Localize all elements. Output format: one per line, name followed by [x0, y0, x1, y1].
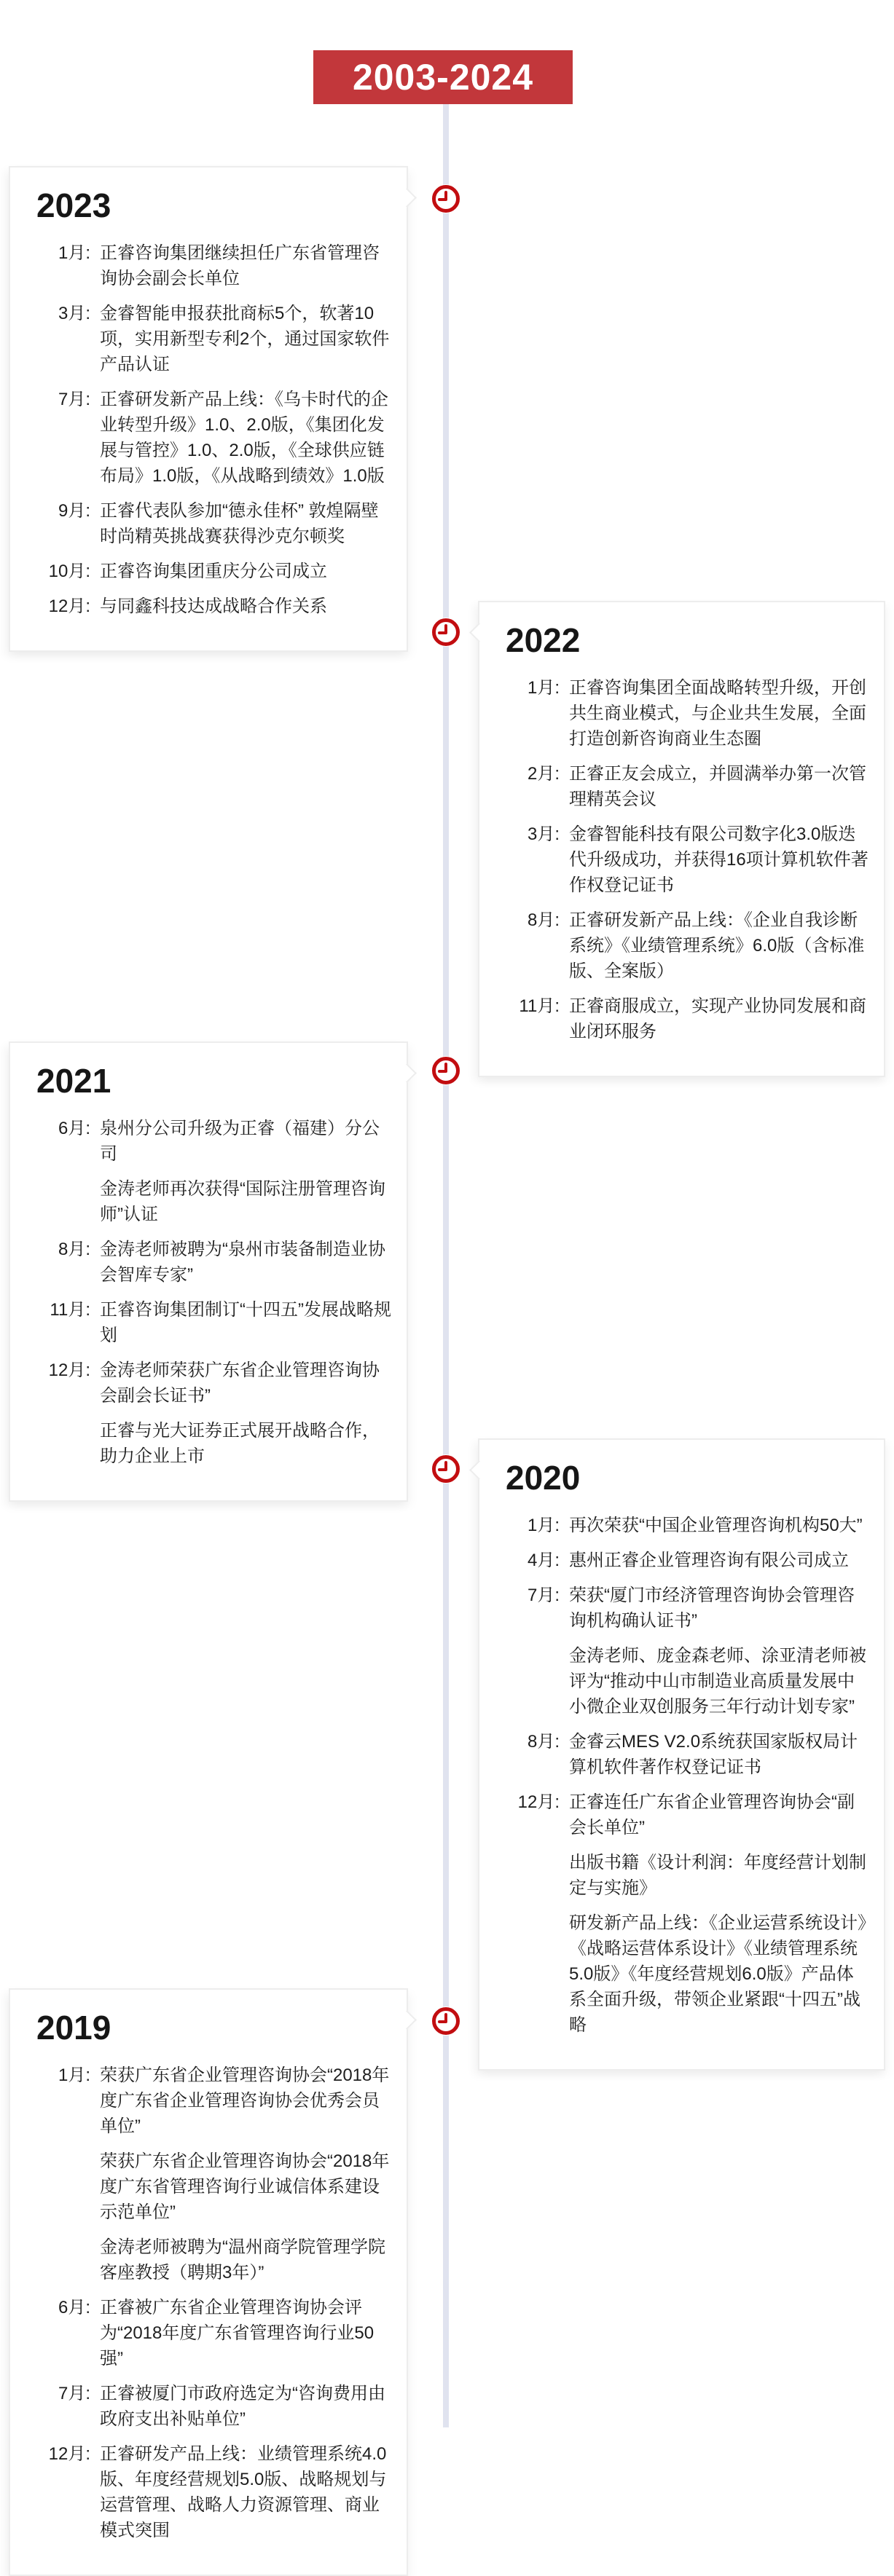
- timeline-item: [26, 2063, 392, 2139]
- item-text: 正睿咨询集团继续担任广东省管理咨询协会副会长单位: [100, 243, 380, 289]
- item-text: 出版书籍《设计利润：年度经营计划制定与实施》: [569, 1853, 866, 1899]
- timeline-item: [26, 559, 392, 584]
- month-label: 12月:: [517, 1792, 560, 1813]
- item-text: 正睿咨询集团全面战略转型升级，开创共生商业模式，与企业共生发展，全面打造创新咨询商业生态圈: [569, 678, 866, 749]
- item-text: 正睿研发新产品上线：《乌卡时代的企业转型升级》1.0、2.0版，《集团化发展与管控》1.0、2.0版，《全球供应链布局》1.0版，《从战略到绩效》1.0版: [100, 390, 388, 487]
- item-text: 荣获广东省企业管理咨询协会“2018年度广东省管理咨询行业诚信体系建设示范单位”: [100, 2151, 390, 2223]
- timeline-item: [26, 2295, 392, 2371]
- item-text: 再次荣获“中国企业管理咨询机构50大”: [569, 1516, 863, 1536]
- month-label: 1月:: [58, 243, 90, 264]
- year-heading: 2022: [506, 621, 581, 659]
- month-label: 7月:: [58, 2384, 90, 2404]
- clock-icon: [431, 2006, 460, 2036]
- card-pointer: [469, 1460, 489, 1480]
- month-label: 1月:: [58, 2065, 90, 2086]
- card-pointer: [469, 623, 489, 642]
- month-label: 6月:: [58, 1119, 90, 1139]
- timeline-line: [443, 104, 449, 2427]
- item-text: 研发新产品上线：《企业运营系统设计》《战略运营体系设计》《业绩管理系统5.0版》《年度经营规划6.0版》产品体系全面升级，带领企业紧跟“十四五”战略: [569, 1913, 866, 2036]
- year-heading: 2021: [36, 1062, 111, 1100]
- month-label: 12月:: [48, 596, 90, 617]
- item-text: 金睿智能申报获批商标5个，软著10项，实用新型专利2个，通过国家软件产品认证: [100, 304, 390, 375]
- timeline-range-badge: 2003-2024: [313, 50, 573, 104]
- month-label: 1月:: [527, 1516, 560, 1536]
- month-label: 11月:: [519, 996, 560, 1017]
- year-heading: 2020: [506, 1459, 581, 1497]
- month-label: 1月:: [527, 678, 560, 698]
- item-text: 金涛老师被聘为“温州商学院管理学院客座教授（聘期3年）”: [100, 2237, 385, 2283]
- item-text: 与同鑫科技达成战略合作关系: [100, 596, 327, 617]
- timeline-item: [495, 1548, 869, 1573]
- year-card-2022: [478, 601, 885, 1077]
- timeline-item: [495, 822, 869, 898]
- month-label: 8月:: [527, 1732, 560, 1752]
- item-text: 金睿智能科技有限公司数字化3.0版迭代升级成功，并获得16项计算机软件著作权登记证书: [569, 824, 868, 896]
- timeline-item: [495, 993, 869, 1044]
- timeline-item: [495, 1910, 869, 2038]
- clock-icon: [431, 1056, 460, 1085]
- timeline-item: [495, 1583, 869, 1634]
- timeline-item: [26, 1176, 392, 1227]
- timeline-item: [495, 1850, 869, 1901]
- timeline-item: [26, 2441, 392, 2543]
- month-label: 8月:: [58, 1240, 90, 1260]
- item-text: 正睿连任广东省企业管理咨询协会“副会长单位”: [569, 1792, 855, 1838]
- item-text: 正睿研发新产品上线：《企业自我诊断系统》《业绩管理系统》6.0版（含标准版、全案版）: [569, 910, 865, 982]
- month-label: 2月:: [527, 764, 560, 784]
- timeline-item: [495, 907, 869, 984]
- timeline-item: [26, 1237, 392, 1288]
- timeline-item: [495, 1513, 869, 1538]
- item-text: 正睿被厦门市政府选定为“咨询费用由政府支出补贴单位”: [100, 2384, 385, 2430]
- timeline-item: [26, 1358, 392, 1409]
- timeline-item: [26, 2148, 392, 2225]
- card-pointer: [397, 2010, 417, 2030]
- timeline-item: [26, 1418, 392, 1469]
- month-label: 12月:: [48, 1360, 90, 1381]
- year-heading: 2023: [36, 186, 111, 224]
- item-text: 荣获“厦门市经济管理咨询协会管理咨询机构确认证书”: [569, 1586, 855, 1631]
- timeline-item: [495, 675, 869, 752]
- month-label: 8月:: [527, 910, 560, 931]
- clock-icon: [431, 184, 460, 213]
- timeline-item: [495, 761, 869, 812]
- month-label: 3月:: [527, 824, 560, 845]
- month-label: 7月:: [58, 390, 90, 410]
- item-text: 泉州分公司升级为正睿（福建）分公司: [100, 1119, 380, 1165]
- item-text: 正睿正友会成立，并圆满举办第一次管理精英会议: [569, 764, 866, 810]
- timeline-item: [26, 301, 392, 377]
- item-text: 惠州正睿企业管理咨询有限公司成立: [569, 1551, 849, 1571]
- item-text: 正睿与光大证券正式展开战略合作，助力企业上市: [100, 1421, 380, 1467]
- month-label: 11月:: [50, 1300, 90, 1320]
- item-text: 正睿咨询集团制订“十四五”发展战略规划: [100, 1300, 391, 1346]
- item-text: 金涛老师再次获得“国际注册管理咨询师”认证: [100, 1179, 385, 1225]
- clock-icon: [431, 1454, 460, 1484]
- clock-icon: [431, 618, 460, 647]
- item-text: 正睿研发产品上线：业绩管理系统4.0版、年度经营规划5.0版、战略规划与运营管理、战略人力资源管理、商业模式突围: [100, 2444, 387, 2541]
- timeline-item: [26, 498, 392, 549]
- item-text: 正睿代表队参加“德永佳杯” 敦煌隔壁时尚精英挑战赛获得沙克尔顿奖: [100, 501, 379, 547]
- timeline-item: [26, 1116, 392, 1167]
- timeline-item: [26, 2234, 392, 2285]
- year-card-2019: [9, 1988, 408, 2576]
- item-text: 正睿被广东省企业管理咨询协会评为“2018年度广东省管理咨询行业50强”: [100, 2298, 375, 2369]
- item-text: 金睿云MES V2.0系统获国家版权局计算机软件著作权登记证书: [569, 1732, 858, 1778]
- month-label: 10月:: [48, 562, 90, 582]
- timeline-item: [26, 2381, 392, 2432]
- timeline-item: [26, 1297, 392, 1348]
- month-label: 4月:: [527, 1551, 560, 1571]
- month-label: 7月:: [527, 1586, 560, 1606]
- month-label: 9月:: [58, 501, 90, 521]
- timeline-item: [495, 1643, 869, 1720]
- year-heading: 2019: [36, 2009, 111, 2047]
- timeline-item: [495, 1789, 869, 1840]
- item-text: 荣获广东省企业管理咨询协会“2018年度广东省企业管理咨询协会优秀会员单位”: [100, 2065, 390, 2137]
- year-card-2021: [9, 1041, 408, 1502]
- month-label: 3月:: [58, 304, 90, 324]
- month-label: 6月:: [58, 2298, 90, 2318]
- timeline-item: [26, 594, 392, 619]
- item-text: 正睿商服成立，实现产业协同发展和商业闭环服务: [569, 996, 866, 1042]
- item-text: 正睿咨询集团重庆分公司成立: [100, 562, 327, 582]
- item-text: 金涛老师被聘为“泉州市装备制造业协会智库专家”: [100, 1240, 385, 1285]
- timeline-item: [26, 240, 392, 291]
- year-card-2023: [9, 166, 408, 652]
- month-label: 12月:: [48, 2444, 90, 2465]
- timeline-item: [495, 1729, 869, 1780]
- card-pointer: [397, 1063, 417, 1083]
- item-text: 金涛老师、庞金森老师、涂亚清老师被评为“推动中山市制造业高质量发展中小微企业双创服务三年行动计划专家”: [569, 1646, 866, 1717]
- card-pointer: [397, 188, 417, 208]
- year-card-2020: [478, 1438, 885, 2071]
- item-text: 金涛老师荣获广东省企业管理咨询协会副会长证书”: [100, 1360, 380, 1406]
- timeline-item: [26, 387, 392, 489]
